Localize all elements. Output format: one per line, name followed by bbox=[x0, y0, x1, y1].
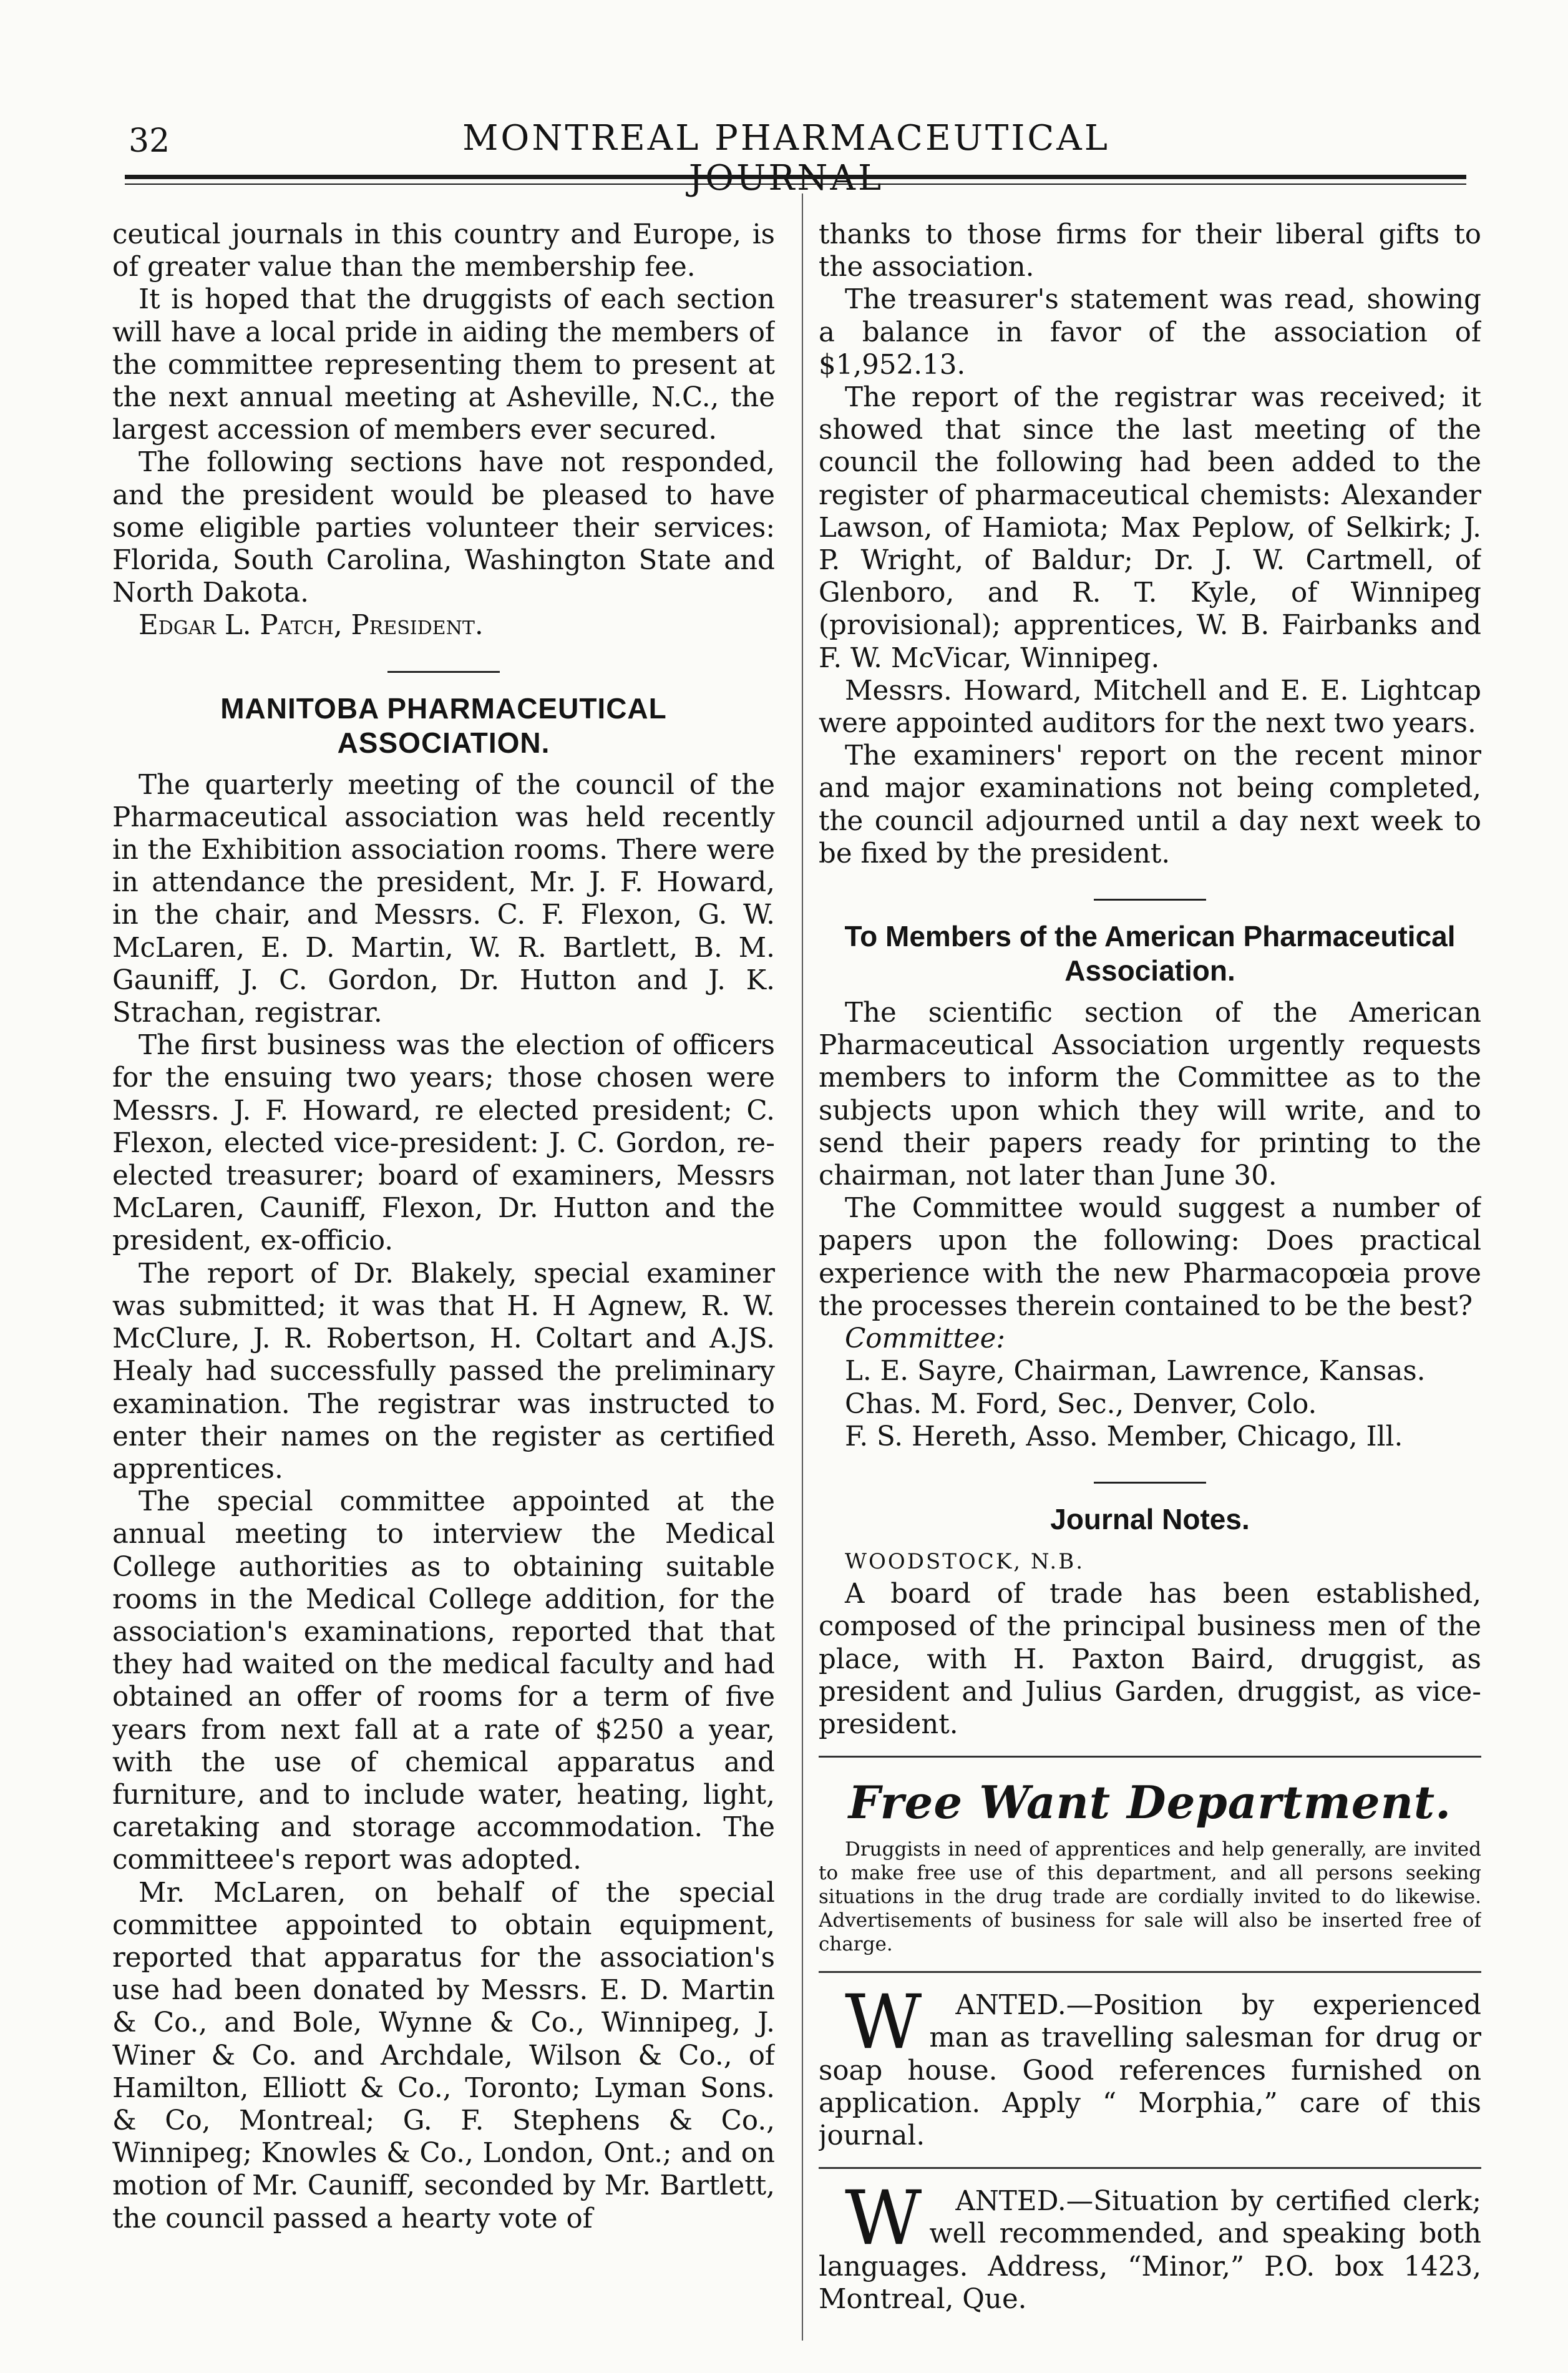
committee-member: L. E. Sayre, Chairman, Lawrence, Kansas. bbox=[845, 1356, 1426, 1387]
section-separator bbox=[1094, 899, 1206, 901]
manitoba-paragraph: The first business was the election of officers for the ensuing two years; those chosen were Messrs. J. F. Howard, re elected president; C. Flexon, elected vice-president: J. C. Gordon, re-elected treasurer; board of examiners, Messrs McLaren, Cauniff, Flexon, Dr. Hutton and the president, ex-officio. bbox=[112, 1030, 775, 1257]
manitoba-paragraph: The report of Dr. Blakely, special examiner was submitted; it was that H. H Agnew, R. W. McClure, J. R. Robertson, H. Coltart and A.JS. Healy had successfully passed the preliminary examination. The registrar was instructed to enter their names on the register as certified apprentices. bbox=[112, 1258, 775, 1485]
intro-paragraph: The following sections have not responded, and the president would be pleased to have some eligible parties volunteer their services: Florida, South Carolina, Washington State and North Dakota. bbox=[112, 447, 775, 609]
ad-text: ANTED.—Situation by certified clerk; well recommended, and speaking both languages. Address, “Minor,” P.O. box 1423, Montreal, Que. bbox=[819, 2186, 1481, 2315]
want-department-note: Druggists in need of apprentices and help generally, are invited to make free use of this department, and all persons seeking situations in the drug trade are cordially invited to do likewise. Advertisements of business for sale will also be inserted free of charge. bbox=[819, 1838, 1481, 1956]
journal-notes-paragraph: A board of trade has been established, composed of the principal business men of the place, with H. Paxton Baird, druggist, as president and Julius Garden, druggist, as vice-president. bbox=[819, 1578, 1481, 1740]
page-number: 32 bbox=[129, 122, 170, 160]
continuation-paragraph: Messrs. Howard, Mitchell and E. E. Lightcap were appointed auditors for the next two years. bbox=[819, 675, 1481, 740]
header-rule-thin bbox=[125, 183, 1466, 185]
manitoba-paragraph: Mr. McLaren, on behalf of the special committee appointed to obtain equipment, reported that apparatus for the association's use had been donated by Messrs. E. D. Martin & Co., and Bole, Wynne & Co., Winnipeg, J. Winer & Co. and Archdale, Wilson & Co., of Hamilton, Elliott & Co., Toronto; Lyman Sons. & Co, Montreal; G. F. Stephens & Co., Winnipeg; Knowles & Co., London, Ont.; and on motion of Mr. Cauniff, seconded by Mr. Bartlett, the council passed a hearty vote of bbox=[112, 1877, 775, 2234]
continuation-paragraph: The report of the registrar was received; it showed that since the last meeting of the council the following had been added to the register of pharmaceutical chemists: Alexander Lawson, of Hamiota; Max Peplow, of Selkirk; J. P. Wright, of Baldur; Dr. J. W. Cartmell, of Glenboro, and R. T. Kyle, of Winnipeg (provisional); apprentices, W. B. Fairbanks and F. W. McVicar, Winnipeg. bbox=[819, 382, 1481, 674]
want-ad bbox=[819, 1979, 1481, 2152]
section-separator bbox=[819, 2167, 1481, 2169]
want-department-heading: Free Want Department. bbox=[848, 1776, 1452, 1829]
right-column bbox=[819, 218, 1481, 2341]
section-separator bbox=[1094, 1482, 1206, 1484]
apha-paragraph: The Committee would suggest a number of papers upon the following: Does practical experience with the new Pharmacopœia prove the processes therein contained to be the best? bbox=[819, 1193, 1481, 1322]
apha-heading: To Members of the American Pharmaceutical Association. bbox=[844, 920, 1456, 987]
intro-paragraph: ceutical journals in this country and Europe, is of greater value than the membership fee. bbox=[112, 219, 775, 283]
section-separator bbox=[819, 1756, 1481, 1758]
continuation-paragraph: The treasurer's statement was read, showing a balance in favor of the association of $1,952.13. bbox=[819, 284, 1481, 381]
left-column bbox=[112, 218, 775, 2341]
manitoba-paragraph: The special committee appointed at the annual meeting to interview the Medical College authorities as to obtaining suitable rooms in the Medical College addition, for the association's examinations, reported that that they had waited on the medical faculty and had obtained an offer of rooms for a term of five years from next fall at a rate of $250 a year, with the use of chemical apparatus and furniture, and to include water, heating, light, caretaking and storage accommodation. The committeee's report was adopted. bbox=[112, 1486, 775, 1876]
journal-notes-heading: Journal Notes. bbox=[1050, 1502, 1250, 1535]
section-separator bbox=[387, 671, 500, 673]
ad-dropcap: W bbox=[845, 2175, 922, 2263]
continuation-paragraph: The examiners' report on the recent minor and major examinations not being completed, the council adjourned until a day next week to be fixed by the president. bbox=[819, 740, 1481, 869]
want-ad bbox=[819, 2175, 1481, 2316]
manitoba-paragraph: The quarterly meeting of the council of the Pharmaceutical association was held recently in the Exhibition association rooms. There were in attendance the president, Mr. J. F. Howard, in the chair, and Messrs. C. F. Flexon, G. W. McLaren, E. D. Martin, W. R. Bartlett, B. M. Gauniff, J. C. Gordon, Dr. Hutton and J. K. Strachan, registrar. bbox=[112, 769, 775, 1029]
column-divider bbox=[802, 193, 803, 2341]
running-head: MONTREAL PHARMACEUTICAL bbox=[462, 118, 1110, 159]
committee-member: F. S. Hereth, Asso. Member, Chicago, Ill. bbox=[845, 1421, 1403, 1452]
header-rule-thick bbox=[125, 175, 1466, 179]
journal-notes-dateline: WOODSTOCK, N.B. bbox=[845, 1549, 1085, 1574]
section-separator bbox=[819, 1971, 1481, 1973]
president-signature: Edgar L. Patch, President. bbox=[139, 610, 484, 642]
ad-dropcap: W bbox=[845, 1979, 922, 2067]
apha-paragraph: The scientific section of the American Pharmaceutical Association urgently requests members to inform the Committee as to the subjects upon which they will write, and to send their papers ready for printing to the chairman, not later than June 30. bbox=[819, 997, 1481, 1192]
ad-text: ANTED.—Position by experienced man as travelling salesman for drug or soap house. Good references furnished on application. Apply “ Morphia,” care of this journal. bbox=[819, 1990, 1481, 2151]
continuation-paragraph: thanks to those firms for their liberal gifts to the association. bbox=[819, 219, 1481, 283]
intro-paragraph: It is hoped that the druggists of each section will have a local pride in aiding the members of the committee representing them to present at the next annual meeting at Asheville, N.C., the largest accession of members ever secured. bbox=[112, 284, 775, 446]
manitoba-heading: MANITOBA PHARMACEUTICAL ASSOCIATION. bbox=[220, 692, 667, 759]
committee-label: Committee: bbox=[845, 1323, 1005, 1355]
committee-member: Chas. M. Ford, Sec., Denver, Colo. bbox=[845, 1388, 1317, 1420]
